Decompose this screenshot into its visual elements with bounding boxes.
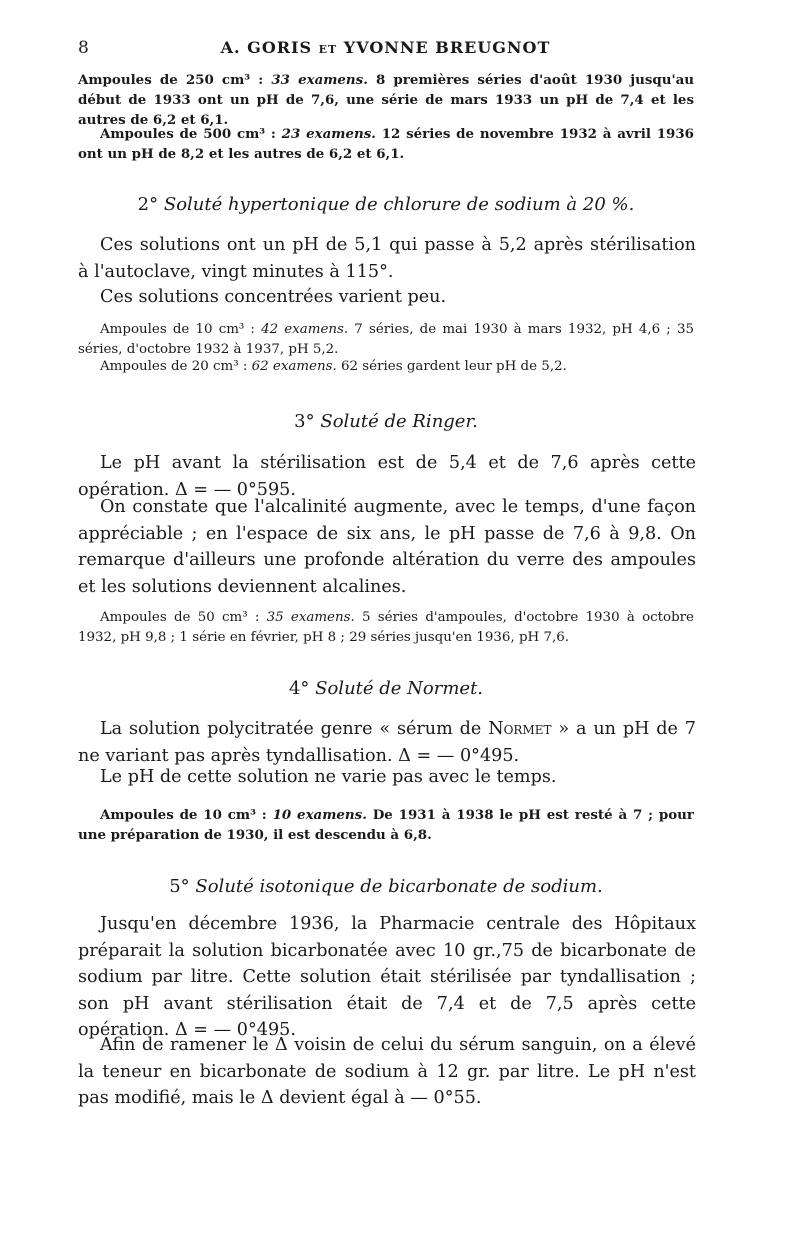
body-paragraph: Le pH avant la stérilisation est de 5,4 et de 7,6 après cette opération. Δ = — 0°595. (78, 453, 696, 500)
section-heading: 5° Soluté isotonique de bicarbonate de sodium. (169, 876, 603, 897)
note-paragraph: Ampoules de 250 cm³ : 33 examens. 8 premières séries d'août 1930 jusqu'au début de 1933 ont un pH de 7,6, une série de mars 1933 un pH de 7,4 et les autres de 6,2 et 6,1. (78, 72, 694, 128)
body-paragraph: Jusqu'en décembre 1936, la Pharmacie centrale des Hôpitaux préparait la solution bicarbonatée avec 10 gr.,75 de bicarbonate de sodium par litre. Cette solution était stérilisée par tyndallisation ; son pH avant stérilisation était de 7,4 et de 7,5 après cette opération. Δ = — 0°495. (78, 914, 696, 1040)
section-heading: 4° Soluté de Normet. (288, 678, 484, 699)
page-header (78, 38, 693, 62)
body-paragraph: Le pH de cette solution ne varie pas avec le temps. (100, 767, 557, 787)
note-paragraph: Ampoules de 10 cm³ : 42 examens. 7 séries, de mai 1930 à mars 1932, pH 4,6 ; 35 séries, d'octobre 1932 à 1937, pH 5,2. (78, 322, 694, 357)
body-paragraph: Ces solutions concentrées varient peu. (100, 287, 447, 307)
body-paragraph: On constate que l'alcalinité augmente, avec le temps, d'une façon appréciable ; en l'espace de six ans, le pH passe de 7,6 à 9,8. On remarque d'ailleurs une profonde altération du verre des ampoules et les solutions deviennent alcalines. (78, 497, 696, 597)
running-title: A. GORIS et YVONNE BREUGNOT (220, 38, 551, 57)
section-heading: 2° Soluté hypertonique de chlorure de sodium à 20 %. (137, 194, 635, 215)
note-paragraph: Ampoules de 20 cm³ : 62 examens. 62 séries gardent leur pH de 5,2. (100, 359, 567, 374)
page-number: 8 (78, 38, 89, 58)
note-paragraph: Ampoules de 50 cm³ : 35 examens. 5 séries d'ampoules, d'octobre 1930 à octobre 1932, pH 9,8 ; 1 série en février, pH 8 ; 29 séries jusqu'en 1936, pH 7,6. (78, 610, 694, 645)
note-paragraph: Ampoules de 500 cm³ : 23 examens. 12 séries de novembre 1932 à avril 1936 ont un pH de 8,2 et les autres de 6,2 et 6,1. (78, 126, 694, 162)
body-paragraph: La solution polycitratée genre « sérum de Normet » a un pH de 7 ne variant pas après tyndallisation. Δ = — 0°495. (78, 719, 696, 766)
body-paragraph: Ces solutions ont un pH de 5,1 qui passe à 5,2 après stérilisation à l'autoclave, vingt minutes à 115°. (78, 235, 696, 282)
section-heading: 3° Soluté de Ringer. (294, 411, 478, 432)
note-paragraph: Ampoules de 10 cm³ : 10 examens. De 1931 à 1938 le pH est resté à 7 ; pour une préparation de 1930, il est descendu à 6,8. (78, 807, 694, 843)
body-paragraph: Afin de ramener le Δ voisin de celui du sérum sanguin, on a élevé la teneur en bicarbonate de sodium à 12 gr. par litre. Le pH n'est pas modifié, mais le Δ devient égal à — 0°55. (78, 1035, 696, 1108)
